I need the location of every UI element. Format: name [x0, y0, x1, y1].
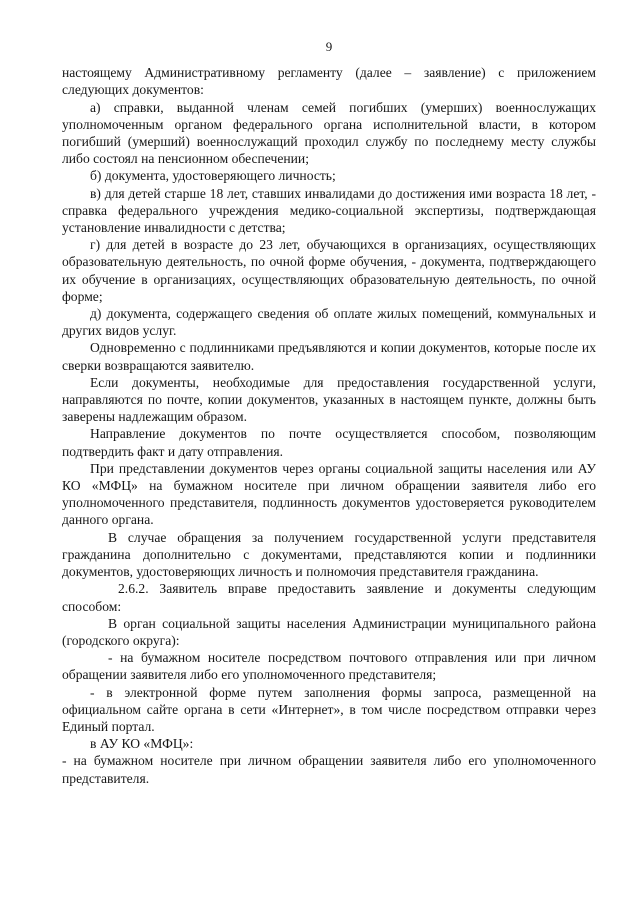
list-item-v: в) для детей старше 18 лет, ставших инвалидами до достижения ими возраста 18 лет, - справка федерального учреждения медико-социальной экспертизы, подтверждающая установление инвалидности с детства;: [62, 185, 596, 236]
paragraph-social-protection-organ: В орган социальной защиты населения Администрации муниципального района (городского округа):: [62, 615, 596, 648]
paragraph-mfc: в АУ КО «МФЦ»:: [90, 736, 194, 752]
paragraph-representative: В случае обращения за получением государственной услуги представителя гражданина дополнительно с документами, представляются копии и подлинники документов, удостоверяющих личность и полномочия представителя гражданина.: [62, 529, 596, 580]
list-item-electronic: - в электронной форме путем заполнения формы запроса, размещенной на официальном сайте органа в сети «Интернет», в том числе посредством отправки через Единый портал.: [62, 684, 596, 734]
list-item-b: б) документа, удостоверяющего личность;: [90, 168, 336, 184]
paragraph-copies: Одновременно с подлинниками предъявляются и копии документов, которые после их сверки возвращаются заявителю.: [62, 340, 596, 373]
paragraph-intro: настоящему Административному регламенту (далее – заявление) с приложением следующих документов:: [62, 65, 596, 98]
list-item-g: г) для детей в возрасте до 23 лет, обучающихся в организациях, осуществляющих образовательную деятельность, по очной форме обучения, - документа, подтверждающего их обучение в организациях, осуществляющих образовательную деятельность, по очной форме;: [62, 237, 596, 304]
paragraph-mail-method: Направление документов по почте осуществляется способом, позволяющим подтвердить факт и дату отправления.: [62, 426, 596, 459]
list-item-paper-personal: - на бумажном носителе при личном обращении заявителя либо его уполномоченного представителя.: [62, 753, 596, 786]
document-body: [62, 64, 596, 787]
paragraph-mail-documents: Если документы, необходимые для предоставления государственной услуги, направляются по почте, копии документов, указанных в настоящем пункте, должны быть заверены надлежащим образом.: [62, 374, 596, 425]
list-item-d: д) документа, содержащего сведения об оплате жилых помещений, коммунальных и других видов услуг.: [62, 306, 596, 339]
paragraph-social-protection: При представлении документов через органы социальной защиты населения или АУ КО «МФЦ» на бумажном носителе при личном обращении заявителя либо его уполномоченного представителя, подлинность документов удостоверяется руководителем данного органа.: [62, 460, 596, 528]
section-2-6-2: 2.6.2. Заявитель вправе предоставить заявление и документы следующим способом:: [62, 581, 596, 614]
page-number: 9: [325, 39, 333, 54]
list-item-paper-mail: - на бумажном носителе посредством почтового отправления или при личном обращении заявителя либо его уполномоченного представителя;: [62, 650, 596, 683]
list-item-a: а) справки, выданной членам семей погибших (умерших) военнослужащих уполномоченным органом федерального органа исполнительной власти, в котором погибший (умерший) военнослужащий проходил службу по последнему месту службы либо состоял на пенсионном обеспечении;: [62, 99, 596, 167]
